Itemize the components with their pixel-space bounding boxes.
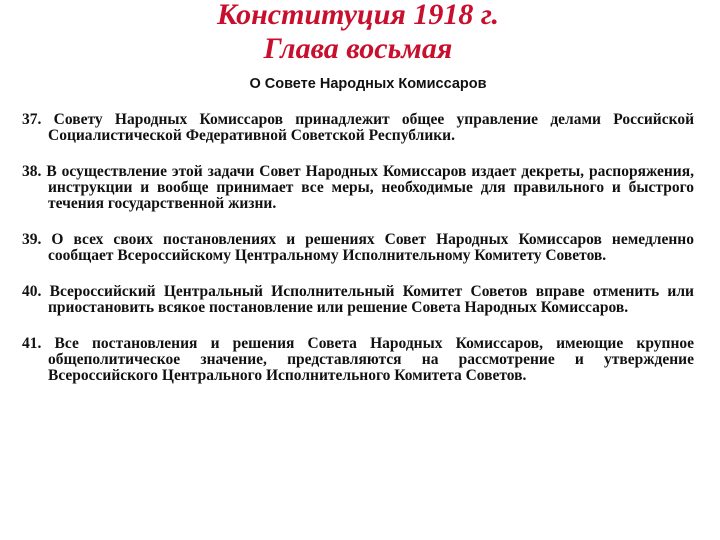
article-40: 40. Всероссийский Центральный Исполнительный Комитет Советов вправе отменить или приостановить всякое постановление или решение Совета Народных Комиссаров. (22, 283, 694, 316)
title-line-1: Конституция 1918 г. (216, 0, 500, 31)
article-37: 37. Совету Народных Комиссаров принадлежит общее управление делами Российской Социалистической Федеративной Советской Республики. (22, 111, 694, 144)
title-line-2: Глава восьмая (263, 32, 453, 65)
article-39: 39. О всех своих постановлениях и решениях Совет Народных Комиссаров немедленно сообщает Всероссийскому Центральному Исполнительному Комитету Советов. (22, 231, 694, 264)
chapter-subtitle: О Совете Народных Комиссаров (249, 76, 487, 92)
articles-list (22, 112, 694, 384)
article-38: 38. В осуществление этой задачи Совет Народных Комиссаров издает декреты, распоряжения, инструкции и вообще принимает все меры, необходимые для правильного и быстрого течения государственной жизни. (22, 163, 694, 212)
article-41: 41. Все постановления и решения Совета Народных Комиссаров, имеющие крупное общеполитическое значение, представляются на рассмотрение и утверждение Всероссийского Центрального Исполнительного Комитета Советов. (22, 335, 694, 384)
